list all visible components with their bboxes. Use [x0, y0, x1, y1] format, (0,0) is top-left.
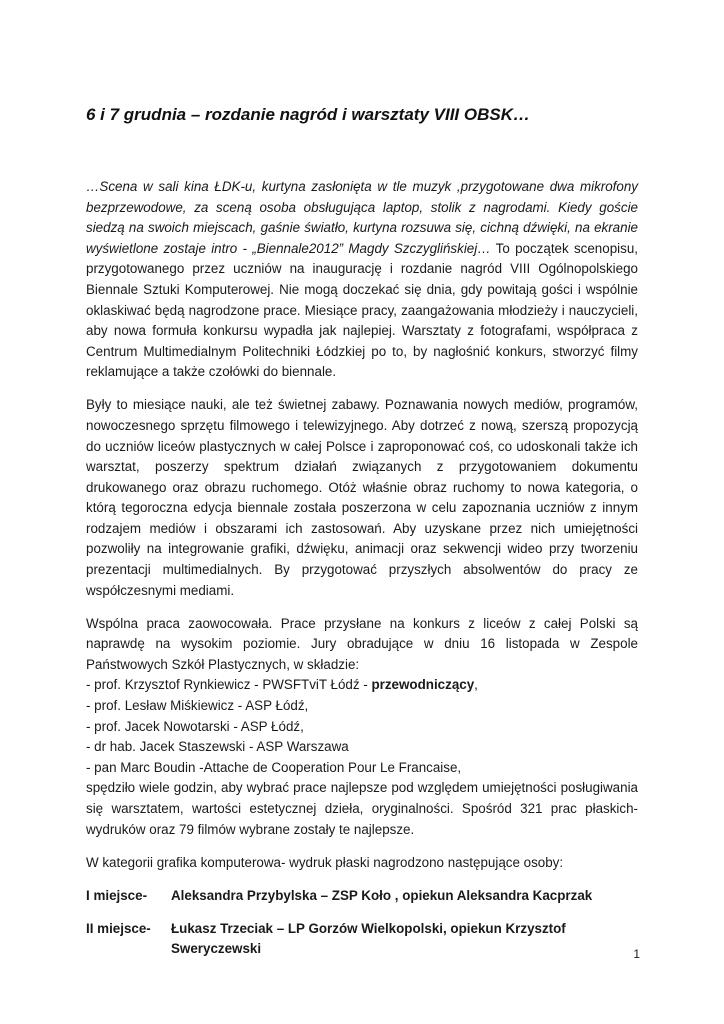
- page-title: 6 i 7 grudnia – rozdanie nagród i warsztaty VIII OBSK…: [86, 105, 530, 124]
- jury-member-text: - prof. Krzysztof Rynkiewicz - PWSFTviT Łódź -: [86, 677, 372, 693]
- paragraph-category: W kategorii grafika komputerowa- wydruk płaski nagrodzono następujące osoby:: [86, 854, 564, 870]
- jury-member: - prof. Lesław Miśkiewicz - ASP Łódź,: [86, 698, 309, 714]
- article-body: [86, 177, 638, 972]
- award-winner: Aleksandra Przybylska – ZSP Koło , opiekun Aleksandra Kacprzak: [171, 887, 593, 903]
- jury-outro: spędziło wiele godzin, aby wybrać prace najlepsze pod względem umiejętności posługiwania się warsztatem, wartości estetycznej dzieła, oryginalności. Spośród 321 prac płaskich-wydruków oraz 79 filmów wybrane zostały te najlepsze.: [86, 780, 638, 837]
- scene-description: …Scena w sali kina ŁDK-u, kurtyna zasłonięta w tle muzyk ,przygotowane dwa mikrofony bezprzewodowe, za sceną osoba obsługująca laptop, stolik z nagrodami. Kiedy goście siedzą na swoich miejscach, gaśnie światło, kurtyna rozsuwa się, cichną dźwięki, na ekranie wyświetlone zostaje intro - „Biennale2012” Magdy Szczyglińskiej…: [86, 179, 638, 256]
- award-place: II miejsce-: [86, 920, 151, 936]
- jury-chair-role: przewodniczący: [371, 677, 475, 693]
- jury-member: - dr hab. Jacek Staszewski - ASP Warszawa: [86, 739, 349, 755]
- award-winner: Łukasz Trzeciak – LP Gorzów Wielkopolski, opiekun Krzysztof Sweryczewski: [171, 920, 566, 957]
- jury-member: [86, 675, 638, 696]
- paragraph-workshops: Były to miesiące nauki, ale też świetnej zabawy. Poznawania nowych mediów, programów, nowoczesnego sprzętu filmowego i telewizyjnego. Aby dotrzeć z nową, szerszą propozycją do uczniów liceów plastycznych w całej Polsce i zaproponować coś, co udoskonali także ich warsztat, poszerzy spektrum działań związanych z przygotowaniem dokumentu drukowanego oraz obrazu ruchomego. Otóż właśnie obraz ruchomy to nowa kategoria, o którą tegoroczna edycja biennale została poszerzona w celu zapoznania uczniów z innym rodzajem mediów i obszarami ich zastosowań. Aby uzyskane przez nich umiejętności pozwoliły na integrowanie grafiki, dźwięku, animacji oraz sekwencji wideo przy tworzeniu prezentacji multimedialnych. By przygotować przyszłych absolwentów do pracy ze współczesnymi mediami.: [86, 397, 638, 598]
- page-number: 1: [633, 947, 640, 961]
- jury-member: - pan Marc Boudin -Attache de Cooperation Pour Le Francaise,: [86, 759, 462, 775]
- jury-member: - prof. Jacek Nowotarski - ASP Łódź,: [86, 718, 304, 734]
- award-row: [86, 919, 638, 960]
- award-place: I miejsce-: [86, 887, 148, 903]
- award-row: [86, 886, 638, 907]
- paragraph-intro: [86, 177, 638, 383]
- jury-member-comma: ,: [474, 677, 478, 693]
- paragraph-jury: [86, 614, 638, 841]
- jury-intro: Wspólna praca zaowocowała. Prace przysłane na konkurs z liceów z całej Polski są naprawdę na wysokim poziomie. Jury obradujące w dniu 16 listopada w Zespole Państwowych Szkół Plastycznych, w składzie:: [86, 615, 638, 672]
- paragraph-intro-text: To początek scenopisu, przygotowanego przez uczniów na inaugurację i rozdanie nagród VIII Ogólnopolskiego Biennale Sztuki Komputerowej. Nie mogą doczekać się dnia, gdy powitają gości i wspólnie oklaskiwać będą nagrodzone prace. Miesiące pracy, zaangażowania młodzieży i nauczycieli, aby nowa formuła konkursu wypadła jak najlepiej. Warsztaty z fotografami, współpraca z Centrum Multimedialnym Politechniki Łódzkiej po to, by nagłośnić konkurs, stworzyć filmy reklamujące a także czołówki do biennale.: [86, 240, 638, 380]
